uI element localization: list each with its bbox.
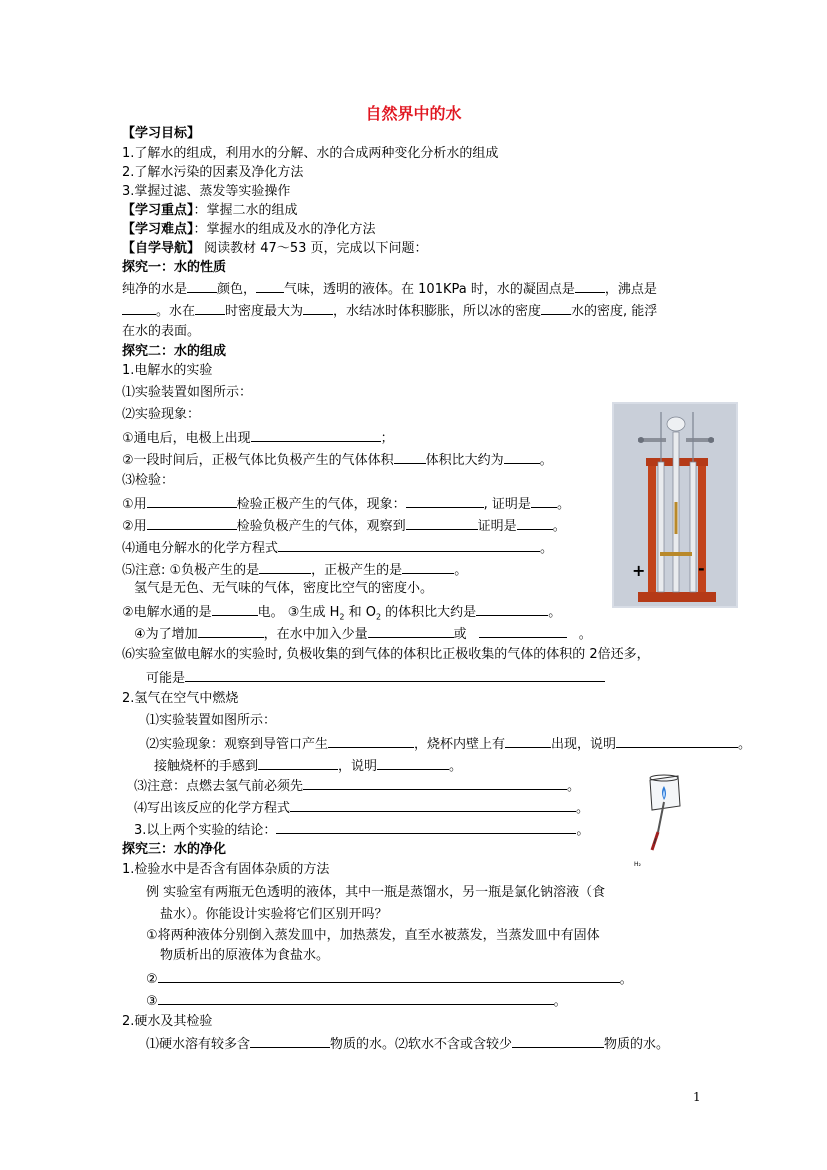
example-line-2: 盐水）。你能设计实验将它们区别开吗？ (160, 907, 388, 922)
water-properties-line-3: 在水的表面。 (122, 324, 201, 339)
hard-water-heading: 2.硬水及其检验 (122, 1014, 213, 1029)
electrolysis-apparatus-figure (612, 402, 738, 608)
phenomenon-heading: ⑵实验现象： (122, 407, 201, 422)
test-positive: ①用 检验正极产生的气体，现象： , 证明是 。 (122, 493, 570, 513)
apparatus-note: ⑴实验装置如图所示： (122, 385, 253, 400)
phenomenon-1: ①通电后，电极上出现 ； (122, 427, 394, 447)
conclusion-line: 3.以上两个实验的结论： 。 (134, 819, 589, 839)
positive-sign: + (632, 561, 646, 580)
water-properties-line-2: 。水在 时密度最大为 ，水结冰时体积膨胀，所以冰的密度 水的密度, 能浮 (122, 300, 657, 320)
method-3-line: ③ 。 (146, 990, 567, 1010)
equation-line: ⑷通电分解水的化学方程式 。 (122, 537, 553, 557)
note-line-3: ②电解水通的是 电。 ③生成 $H_2$ 和 $O_2$ 的体积比大约是 。 (122, 601, 561, 621)
note-line-1: ⑸注意: ①负极产生的是 ，正极产生的是 。 (122, 559, 467, 579)
objective-3: 3.掌握过滤、蒸发等实验操作 (122, 184, 291, 199)
difficult-point: 【学习难点】：掌握水的组成及水的净化方法 (122, 222, 376, 237)
impurity-test-heading: 1.检验水中是否含有固体杂质的方法 (122, 862, 330, 877)
explore-1-heading: 探究一：水的性质 (122, 260, 227, 275)
self-study-guide: 【自学导航】 阅读教材 47～53 页，完成以下问题： (122, 241, 428, 256)
electrolysis-heading: 1.电解水的实验 (122, 363, 213, 378)
hard-water-line: ⑴硬水溶有较多含 物质的水。⑵软水不含或含较少 物质的水。 (146, 1033, 669, 1053)
document-title: 自然界中的水 (365, 104, 462, 123)
hydrogen-heading: 2.氢气在空气中燃烧 (122, 691, 239, 706)
hydrogen-equation: ⑷写出该反应的化学方程式 。 (134, 797, 589, 817)
note-line-4: ④为了增加 ，在水中加入少量 或 。 (134, 623, 592, 643)
example-line-1: 例 实验室有两瓶无色透明的液体，其中一瓶是蒸馏水，另一瓶是氯化钠溶液（食 (146, 885, 606, 900)
phenomenon-2: ②一段时间后，正极气体比负极产生的气体体积 体积比大约为 。 (122, 449, 553, 469)
explore-3-heading: 探究三：水的净化 (122, 842, 227, 857)
hydrogen-phenomenon-2: 接触烧杯的手感到 ，说明 。 (154, 755, 462, 775)
objective-1: 1.了解水的组成，利用水的分解、水的合成两种变化分析水的组成 (122, 146, 499, 161)
method-1-line-2: 物质析出的原液体为食盐水。 (160, 948, 330, 963)
hydrogen-burner-figure (630, 770, 690, 870)
page-number: 1 (693, 1090, 701, 1104)
explore-2-heading: 探究二：水的组成 (122, 344, 227, 359)
note-line-2: 氢气是无色、无气味的气体，密度比空气的密度小。 (134, 581, 434, 596)
objective-2: 2.了解水污染的因素及净化方法 (122, 165, 304, 180)
method-1-line-1: ①将两种液体分别倒入蒸发皿中，加热蒸发，直至水被蒸发，当蒸发皿中有固体 (146, 928, 600, 943)
key-point: 【学习重点】：掌握二水的组成 (122, 203, 298, 218)
method-2-line: ② 。 (146, 968, 633, 988)
section-heading: 【学习目标】 (122, 126, 201, 141)
hydrogen-label: H₂ (634, 861, 641, 868)
test-negative: ②用 检验负极产生的气体，观察到 证明是 。 (122, 515, 566, 535)
hydrogen-apparatus: ⑴实验装置如图所示： (146, 713, 277, 728)
test-heading: ⑶检验： (122, 473, 175, 488)
hydrogen-note: ⑶注意：点燃去氢气前必须先 。 (134, 775, 580, 795)
water-properties-line-1: 纯净的水是 颜色， 气味，透明的液体。在 101KPa 时，水的凝固点是 ，沸点是 (122, 278, 657, 298)
lab-answer: 可能是 (146, 667, 605, 687)
hydrogen-phenomenon-1: ⑵实验现象：观察到导管口产生 ，烧杯内壁上有 出现，说明 。 (146, 733, 751, 753)
lab-question: ⑹实验室做电解水的实验时, 负极收集的到气体的体积比正极收集的气体的体积的 2倍还多， (122, 647, 650, 662)
negative-sign: - (698, 559, 705, 578)
